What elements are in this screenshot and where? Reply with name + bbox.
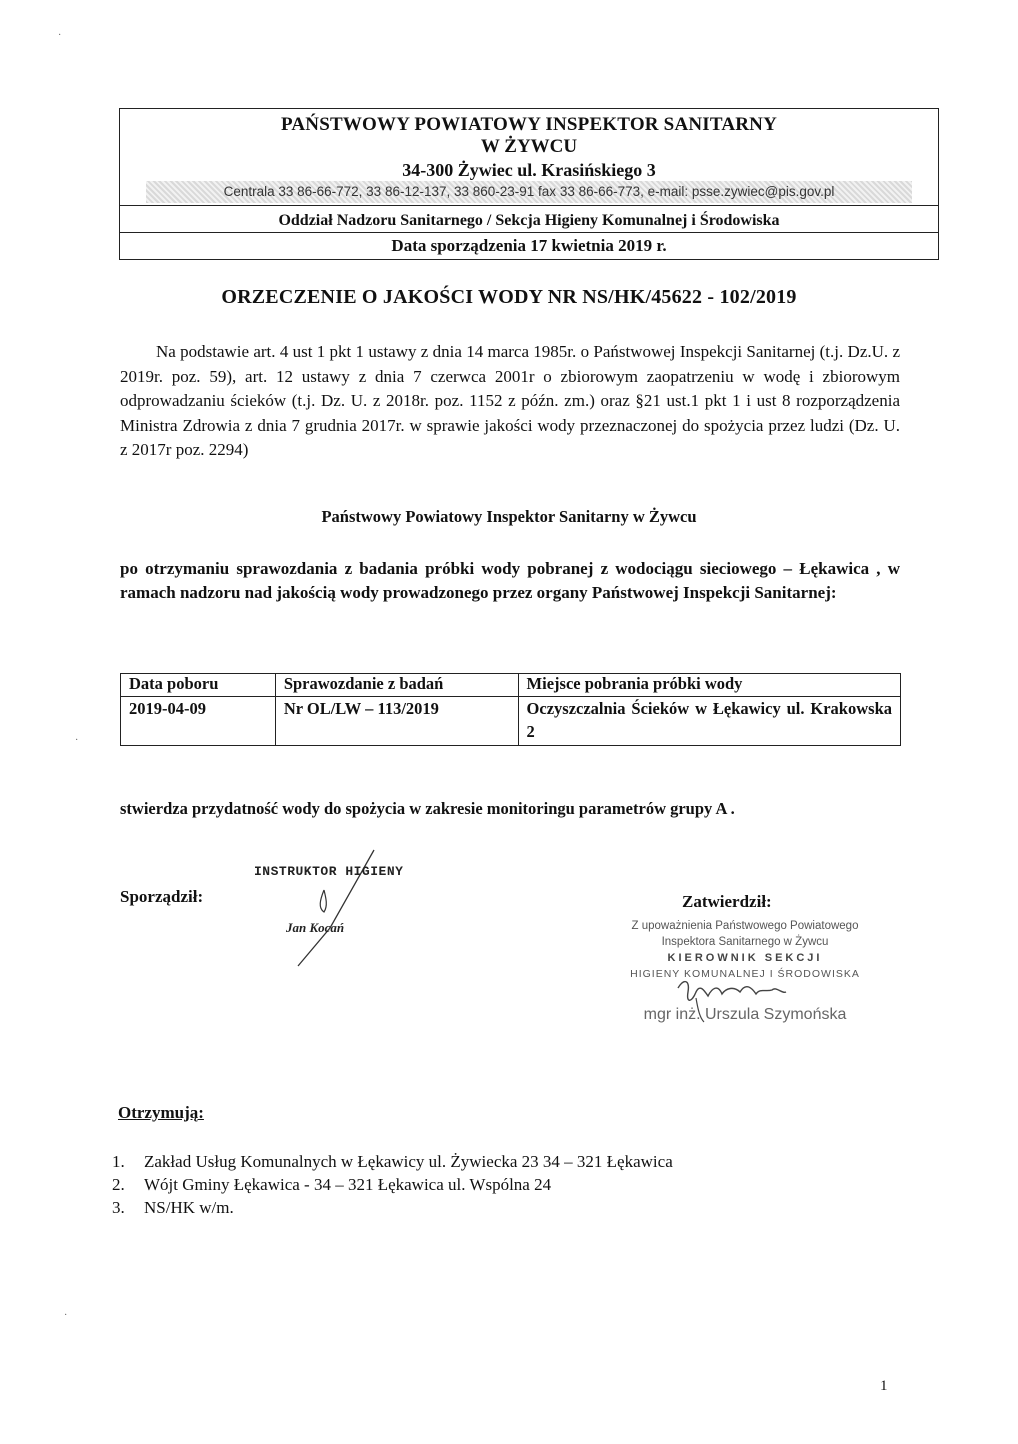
- list-item-number: 3.: [112, 1198, 125, 1217]
- report-number: Nr OL/LW – 113/2019: [275, 697, 518, 746]
- table-row: [121, 697, 901, 746]
- approver-stamp-name: mgr inż. Urszula Szymońska: [643, 1006, 847, 1023]
- list-item: [112, 1196, 673, 1219]
- header-city: W ŻYWCU: [480, 136, 578, 157]
- document-title: ORZECZENIE O JAKOŚCI WODY NR NS/HK/45622 - 102/2019: [221, 286, 797, 308]
- preparer-stamp-name: Jan Kocań: [286, 920, 345, 935]
- intro-paragraph: po otrzymaniu sprawozdania z badania próbki wody pobranej z wodociągu sieciowego – Łękawica , w ramach nadzoru nad jakością wody prowadzonego przez organy Państwowej Inspekcji Sanitarnej:: [120, 559, 900, 602]
- recipients-list: [112, 1150, 673, 1219]
- preparer-stamp: [246, 848, 436, 968]
- verdict: stwierdza przydatność wody do spożycia w zakresie monitoringu parametrów grupy A .: [120, 799, 735, 818]
- list-item-number: 1.: [112, 1152, 125, 1171]
- list-item-number: 2.: [112, 1175, 125, 1194]
- approver-stamp-line2: Inspektora Sanitarnego w Żywcu: [661, 936, 829, 948]
- prepared-by-label: Sporządził:: [120, 887, 204, 906]
- column-header-report: Sprawozdanie z badań: [275, 674, 518, 697]
- column-header-location: Miejsce pobrania próbki wody: [518, 674, 900, 697]
- table-header-row: [121, 674, 901, 697]
- approved-by-label: Zatwierdził:: [682, 892, 772, 911]
- approver-stamp: [600, 918, 890, 1033]
- legal-basis: Na podstawie art. 4 ust 1 pkt 1 ustawy z dnia 14 marca 1985r. o Państwowej Inspekcji Sanitarnej (t.j. Dz.U. z 2019r. poz. 59), art. 12 ustawy z dnia 7 czerwca 2001r o zbiorowym zaopatrzeniu w wodę i zbiorowym odprowadzaniu ścieków (t.j. Dz. U. z 2018r. poz. 1152 z późn. zm.) oraz §21 ust.1 pkt 1 i ust 8 rozporządzenia Ministra Zdrowia z dnia 7 grudnia 2017r. w sprawie jakości wody przeznaczonej do spożycia przez ludzi (Dz. U. z 2017r poz. 2294): [120, 342, 900, 459]
- sample-table: [120, 673, 901, 746]
- sample-location: Oczyszczalnia Ścieków w Łękawicy ul. Krakowska 2: [518, 697, 900, 746]
- issuing-authority: Państwowy Powiatowy Inspektor Sanitarny w Żywcu: [321, 507, 697, 526]
- list-item-text: Wójt Gminy Łękawica - 34 – 321 Łękawica ul. Wspólna 24: [144, 1175, 552, 1194]
- list-item-text: NS/HK w/m.: [144, 1198, 234, 1217]
- header-department: Oddział Nadzoru Sanitarnego / Sekcja Higieny Komunalnej i Środowiska: [278, 212, 780, 229]
- header-contact: Centrala 33 86-66-772, 33 86-12-137, 33 860-23-91 fax 33 86-66-773, e-mail: psse.zywiec@pis.gov.pl: [146, 181, 912, 203]
- list-item: [112, 1150, 673, 1173]
- approver-stamp-line3: KIEROWNIK SEKCJI: [667, 952, 823, 964]
- scan-speck: ·: [58, 30, 62, 41]
- list-item: [112, 1173, 673, 1196]
- approver-stamp-line1: Z upoważnienia Państwowego Powiatowego: [631, 920, 859, 932]
- header-address: 34-300 Żywiec ul. Krasińskiego 3: [402, 160, 656, 180]
- recipients-label: Otrzymują:: [118, 1103, 204, 1122]
- list-item-text: Zakład Usług Komunalnych w Łękawicy ul. Żywiecka 23 34 – 321 Łękawica: [144, 1152, 673, 1171]
- preparer-stamp-title: INSTRUKTOR HIGIENY: [254, 864, 404, 879]
- column-header-date: Data poboru: [121, 674, 276, 697]
- header-date: Data sporządzenia 17 kwietnia 2019 r.: [391, 236, 667, 255]
- page-number: 1: [880, 1378, 888, 1394]
- header-box: [119, 108, 939, 260]
- header-divider: [120, 232, 938, 233]
- header-divider: [120, 205, 938, 206]
- scan-speck: ·: [75, 735, 79, 746]
- sample-date: 2019-04-09: [121, 697, 276, 746]
- header-authority: PAŃSTWOWY POWIATOWY INSPEKTOR SANITARNY: [280, 114, 778, 135]
- approver-stamp-line4: HIGIENY KOMUNALNEJ I ŚRODOWISKA: [630, 968, 860, 980]
- scan-speck: ·: [64, 1310, 68, 1321]
